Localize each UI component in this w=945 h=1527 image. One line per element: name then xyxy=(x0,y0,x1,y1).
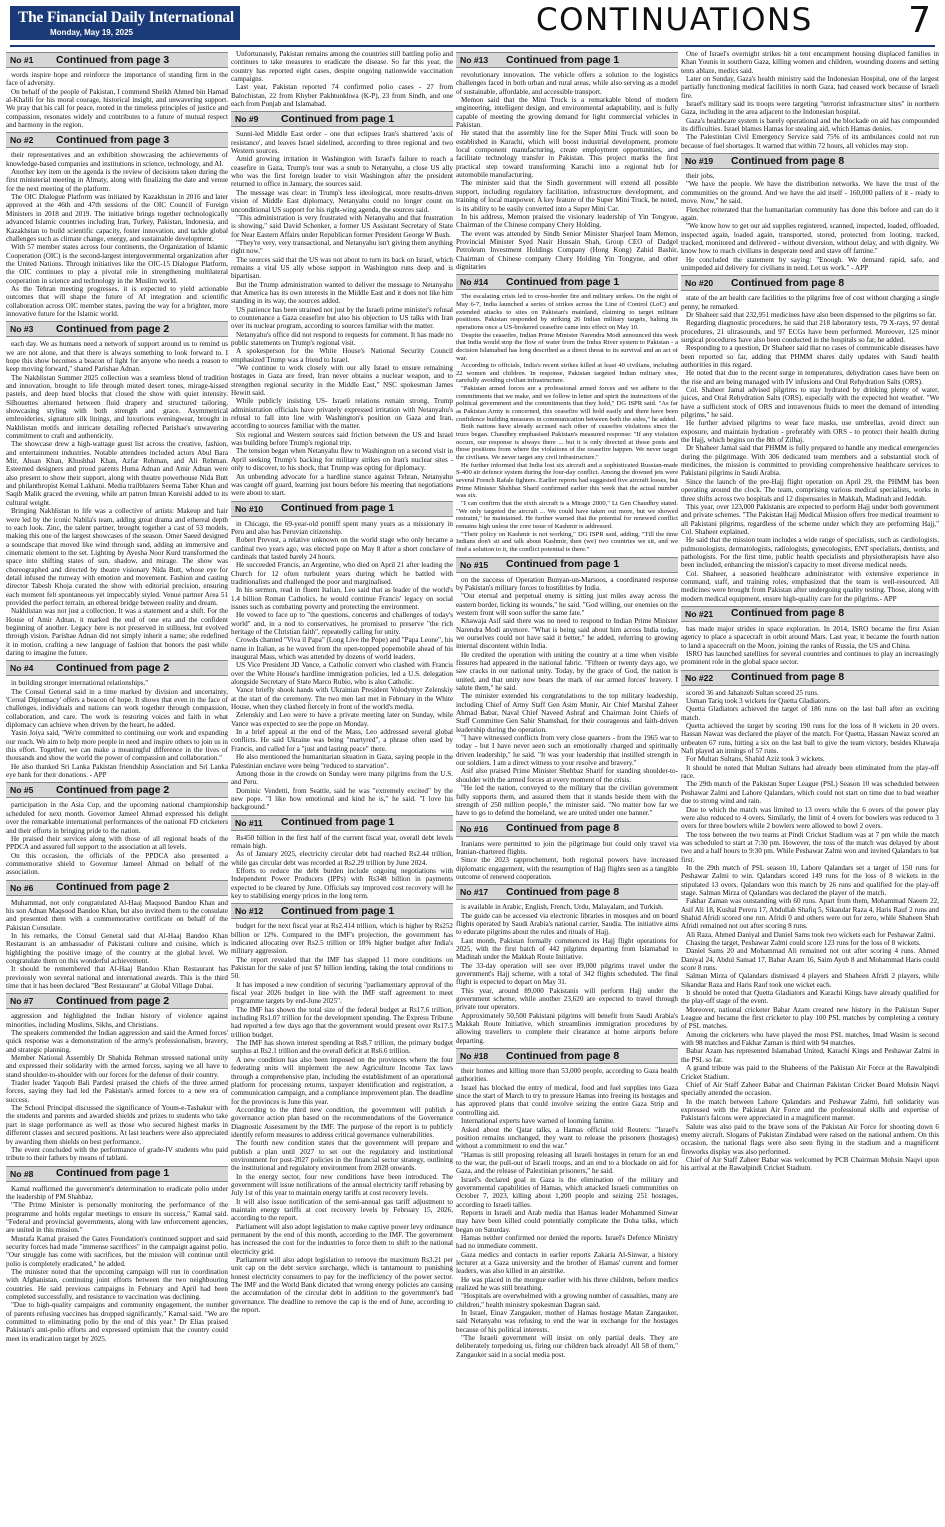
continuation-label: Continued from page 1 xyxy=(506,559,620,571)
article-paragraph: He credited the operation with uniting the country at a time when visible fissures had appeared in the national fabric. "Fifteen or twenty days ago, we saw cracks in our national unity. Today, by the grace of God, the nation is united, and that unity now bears the mark of our armed forces' bravery. I salute them," he said. xyxy=(456,650,678,693)
continuation-number: No #19 xyxy=(685,156,714,167)
article-paragraph: Gaza medics and contacts in earlier reports Zakaria Al-Sinwar, a history lecturer at a Gaza university and the brother of Hamas' current and former leaders, was also killed in an airstrike. xyxy=(456,1250,678,1276)
article-paragraph: "Hospitals are overwhelmed with a growing number of casualties, many are children," health ministry spokesman Dagran said. xyxy=(456,1292,678,1309)
continuation-number: No #15 xyxy=(460,559,489,570)
article-paragraph: In his sermon, read in fluent Italian, Leo said that as leader of the world's 1.4 billion Roman Catholics, he would continue Francis' legacy on social issues such as combating poverty and protecting the environment. xyxy=(231,586,453,611)
article xyxy=(231,501,453,812)
article-paragraph: Col. Shaheer Jamal advised pilgrims to stay hydrated by drinking plenty of water, juices, and Oral Rehydration Salts (ORS), especially with the expected hot weather. "We have a sufficient stock of ORS and intravenous fluids to meet the demand of intending pilgrims," he said. xyxy=(681,386,939,420)
article-paragraph: The escalating crisis led to cross-border fire and military strikes. On the night of May 6-7, India launched a series of strikes across the Line of Control (LoC) and extended attacks to sites on Pakistan's mainland, claiming to target militant positions. Pakistan responded by striking 26 Indian military targets, halting its operations once a US-brokered ceasefire came into effect on May 10. xyxy=(456,293,678,331)
article-paragraph: US patience has been strained not just by the Israeli prime minister's refusal to countenance a Gaza ceasefire but also his objection to US talks with Iran over its nuclear program, according to sources familiar with the matter. xyxy=(231,305,453,331)
article-paragraph: The showcase drew a high-wattage guest list across the creative, fashion, and entertainment industries. Notable attendees included actors Abul Bara Mir, Ahsan Khan, Khushhal Khan, Azfar Rehman, and Ali Rehman. Esteemed designers and proud parents Huma Adnan and Amir Adnan were also present to show their support, along with theatre powerhouse Nida Butt and philanthropist Kemal Lakhani. Media trailblazers Seema Taher Khan and Saqib Malik graced the evening, while art patron Imran Kureishi added to its cultural weight. xyxy=(6,440,228,507)
article xyxy=(231,111,453,497)
article xyxy=(6,1166,228,1344)
article-paragraph: For Multan Sultans, Shahid Aziz took 3 wickets. xyxy=(686,755,825,764)
article-paragraph: In Israel, Einav Zangauker, mother of Hamas hostage Matan Zangauker, said Netanyahu was refusing to end the war in exchange for the hostages because of his political interests. xyxy=(456,1309,678,1334)
continuation-header xyxy=(6,782,228,798)
article-paragraph: Gaza's healthcare system is barely operational and the blockade on aid has compounded its difficulties. Israel blames Hamas for stealing aid, which Hamas denies. xyxy=(681,116,939,134)
article-paragraph: In his address, Memon praised the visionary leadership of Yin Tongyue, Chairman of the Chinese company Chery Holding. xyxy=(456,212,678,230)
article-paragraph: The IMF has shown the total size of the federal budget at Rs17.6 trillion, including Rs1.07 trillion for the development spending. The Express Tribune had reported a few days ago that the government would present over Rs17.5 trillion budget. xyxy=(231,1005,453,1039)
article-paragraph: "We know how to get our aid supplies registered, scanned, inspected, loaded, offloaded, inspected again, loaded again, transported, stored, protected from looting, tracked, tracked, monitored and delivered - without diversion, without delay, and with dignity. We know how to reach civilians in desperate need and stave off famine." xyxy=(681,222,939,256)
article-paragraph: Fakhar Zaman was outstanding with 60 runs. Apart from them, Mohammad Naeem 22, Asif Ali 18, Kushal Perera 17, Abdullah Shafiq 5, Sikandar Raza 4, Haris Rauf 2 runs and Shahid Afridi scored one run. Afridi 0 and others were out for zero, while Shaheen Shah Afridi remained not out after scoring 8 runs. xyxy=(681,897,939,931)
article-paragraph: "Due to high-quality campaigns and community engagement, the number of parents refusing vaccines has dropped significantly," Kamal said. "We are committed to eliminating polio by the end of this year." Dr Elias praised Pakistan's anti-polio efforts and expressed optimism that the country could meet its eradication target by 2025. xyxy=(6,1301,228,1343)
article-paragraph: Sunni-led Middle East order - one that eclipses Iran's shattered 'axis of resistance', and leaves Israel sidelined, according to three regional and two Western sources. xyxy=(231,130,453,156)
continuation-header xyxy=(231,903,453,919)
continuation-label: Continued from page 1 xyxy=(506,276,620,288)
newspaper-nameplate xyxy=(10,6,240,40)
article-paragraph: It has imposed a new condition of securing "parliamentary approval of the fiscal year 2026 budget in line with the IMF staff agreement to meet programme targets by end-June 2025". xyxy=(231,980,453,1006)
masthead xyxy=(0,0,945,46)
continuation-header xyxy=(6,52,228,68)
article-paragraph: Quetta Gladiators achieved the target of 186 runs on the last ball after an exciting match. xyxy=(681,705,939,722)
article xyxy=(231,50,453,108)
article-paragraph: The sources said that the US was not about to turn its back on Israel, which remains a vital US ally whose support in Washington runs deep and is bipartisan. xyxy=(231,255,453,281)
article-paragraph: He said that the mission team includes a wide range of specialists, such as cardiologists, pulmonologists, dermatologists, radiologists, gynecologists, ENT specialists, dentists, and pathologists. For the first time, public health specialists and physiotherapists have also been included, enhancing the mission's capacity to meet diverse medical needs. xyxy=(681,536,939,570)
article-paragraph: Vance briefly shook hands with Ukrainian President Volodymyr Zelenskiy at the start of the ceremony. The two men last met in February in the White House, when they clashed fiercely in front of the world's media. xyxy=(231,686,453,712)
issue-date: Monday, May 19, 2025 xyxy=(50,28,133,37)
continuation-label: Continued from page 2 xyxy=(56,662,170,674)
article-paragraph: in Chicago, the 69-year-old pontiff spent many years as a missionary in Peru and also has Peruvian citizenship. xyxy=(231,519,453,536)
article-paragraph: The event concluded with the performance of grade-IV students who paid tribute to their fathers by means of tablani. xyxy=(6,1145,228,1163)
column-3 xyxy=(456,50,678,1520)
article-paragraph: An unbending advocate for a hardline stance against Tehran, Netanyahu was caught off guard, learning just hours before his meeting that negotiations were about to start. xyxy=(231,472,453,498)
continuation-label: Continued from page 8 xyxy=(506,823,620,835)
article-paragraph: "Our eternal and perpetual enemy is sitting just miles away across the eastern border, licking its wounds," he said. "God willing, our enemies on the western front will soon suffer the same fate." xyxy=(456,592,678,617)
article-paragraph: He also mentioned the humanitarian situation in Gaza, saying people in the Palestinian enclave were being "reduced to starvation". xyxy=(231,753,453,770)
article-paragraph: On behalf of the people of Pakistan, I commend Sheikh Ahmed bin Hamad al-Khalili for his moral courage, historical insight, and unwavering support. We pray that his call for peace, rooted in the timeless principles of justice and compassion, resonates widely and contributes to a future of mutual respect and harmony in the region. xyxy=(6,87,228,130)
continuation-header xyxy=(231,815,453,831)
continuation-header xyxy=(6,321,228,337)
article-paragraph: A grand tribute was paid to the Shaheens of the Pakistan Air Force at the Rawalpindi Cricket Stadium. xyxy=(681,1064,939,1081)
article-paragraph: Dr Shaheer said that 232,951 medicines have also been dispensed to the pilgrims so far. xyxy=(686,310,937,319)
article-paragraph: The message was clear: in Trump's less ideological, more results-driven vision of Middle East diplomacy, Netanyahu could no longer count on unconditional US support for his right-wing agenda, the sources said. xyxy=(231,188,453,214)
column-2 xyxy=(231,50,453,1520)
continuation-header xyxy=(231,501,453,517)
continuation-header xyxy=(6,132,228,148)
article-paragraph: Quetta achieved the target by scoring 190 runs for the loss of 8 wickets in 20 overs. Hassan Nawaz was declared the player of the match. For Quetta, Hassan Nawaz scored an unbeaten 67 runs, hitting a six on the last ball to give the team victory, besides Khawaja Nafi played an innings of 57 runs. xyxy=(681,722,939,756)
continuation-header xyxy=(456,821,678,837)
article-paragraph: It should be noted that Multan Sultans had already been eliminated from the play-off race. xyxy=(681,763,939,781)
continuation-number: No #16 xyxy=(460,823,489,834)
continuation-label: Continued from page 2 xyxy=(56,995,170,1007)
article-paragraph: Later on Sunday, Gaza's health ministry said the Indonesian Hospital, one of the largest partially functioning medical facilities in north Gaza, had ceased work because of Israeli fire. xyxy=(681,75,939,100)
continuation-number: No #6 xyxy=(10,882,34,893)
continuation-label: Continued from page 3 xyxy=(56,134,170,146)
article-paragraph: Fletcher reiterated that the humanitarian community has done this before and can do it again. xyxy=(681,205,939,222)
article xyxy=(456,274,678,553)
article-paragraph: Despite the ceasefire, Indian Prime Minister Narendra Modi announced this week that India would stop the flow of water from the Indus River system to Pakistan - a decision Islamabad has long described as a direct threat to its survival and an act of war. xyxy=(456,331,678,362)
article-paragraph: Chief of Air Staff Zaheer Babar and Chairman Pakistan Cricket Board Mohsin Naqvi specially attended the occasion. xyxy=(681,1080,939,1098)
article-paragraph: their representatives and an exhibition showcasing the achievements of knowledge-based companies and institutions in science, technology, and AI. xyxy=(6,151,228,168)
article-paragraph: Zelenskiy and Leo were to have a private meeting later on Sunday, while Vance was expected to see the pope on Monday. xyxy=(231,711,453,728)
continuation-label: Continued from page 1 xyxy=(281,503,395,515)
continuation-label: Continued from page 8 xyxy=(731,277,845,289)
article-paragraph: He noted that due to the recent surge in temperatures, dehydration cases have been on the rise and are being managed with IV infusions and Oral Rehydration Salts (ORS). xyxy=(681,369,939,386)
article-paragraph: Efforts to reduce the debt burden include ongoing negotiations with Independent Power Producers (IPPs) with Rs348 billion in payments expected to be cleared by June. Officials say improved cost recovery will be key to stabilising energy prices in the long term. xyxy=(231,866,453,900)
continuation-header xyxy=(6,993,228,1009)
article xyxy=(456,884,678,1045)
continuation-header xyxy=(456,557,678,573)
continuation-header xyxy=(456,1048,678,1064)
article-paragraph: revolutionary innovation. The vehicle offers a solution to the logistics challenges faced in both urban and rural areas, while also serving as a model of sustainable, affordable, and accessible transport. xyxy=(456,71,678,96)
article-paragraph: International experts have warned of looming famine. xyxy=(461,1117,615,1126)
continuation-label: Continued from page 8 xyxy=(506,886,620,898)
article-paragraph: Since the launch of the pre-Hajj flight operation on April 29, the PHMM has been operating around the clock. The team, comprising various medical specialists, works in three shifts across two hospitals and 12 dispensaries in Makkah, Madinah and Jeddah. xyxy=(681,477,939,503)
article xyxy=(6,132,228,318)
article-paragraph: The minister noted that the upcoming campaign will run in coordination with Afghanistan, continuing joint efforts between the two neighbouring countries. He said previous campaigns in February and April had been completed successfully, and resistance to vaccination was declining. xyxy=(6,1267,228,1301)
article-paragraph: Dominic Vendetti, from Seattle, said he was "extremely excited" by the new pope. "I like how emotional and kind he is," he said. "I love his background." xyxy=(231,786,453,812)
continuation-number: No #12 xyxy=(235,906,264,917)
continuation-header xyxy=(456,52,678,68)
continuation-label: Continued from page 1 xyxy=(506,54,620,66)
article-paragraph: state of the art health care facilities to the pilgrims free of cost without charging a single penny, he remarked. xyxy=(681,294,939,311)
article-paragraph: This year, over 123,000 Pakistanis are expected to perform Hajj under both government and private schemes. "The Pakistan Hajj Medical Mission offers free medical treatment to all Pakistani pilgrims, regardless of the scheme under which they are performing Hajj," Col. Shaheer explained. xyxy=(681,502,939,536)
article-paragraph: "This administration is very frustrated with Netanyahu and that frustration is showing," said David Schenker, a former US Assistant Secretary of State for Near Eastern Affairs under Republican former President George W Bush. xyxy=(231,213,453,239)
article-paragraph: One of Israel's overnight strikes hit a tent encampment housing displaced families in Khan Younis in southern Gaza, killing women and children, wounding dozens and setting tents ablaze, medics said. xyxy=(681,50,939,75)
article-paragraph: Among those in the crowds on Sunday were many pilgrims from the U.S. and Peru. xyxy=(231,769,453,787)
article-paragraph: is available in Arabic, English, French, Urdu, Malayalam, and Turkish. xyxy=(461,903,664,912)
continuation-number: No #4 xyxy=(10,663,34,674)
article xyxy=(456,821,678,882)
continuation-number: No #21 xyxy=(685,608,714,619)
article-paragraph: ISRO has launched satellites for several countries and continues to play an increasingly prominent role in the global space sector. xyxy=(681,650,939,667)
article-paragraph: The IMF has shown interest spending at Rs8.7 trillion, the primary budget surplus at Rs2.1 trillion and the overall deficit at Rs6.6 trillion. xyxy=(231,1039,453,1056)
continuation-number: No #7 xyxy=(10,996,34,1007)
continuation-number: No #2 xyxy=(10,135,34,146)
article-paragraph: Israel has blocked the entry of medical, food and fuel supplies into Gaza since the start of March to try to pressure Hamas into freeing its hostages and has approved plans that could involve seizing the entire Gaza Strip and controlling aid. xyxy=(456,1083,678,1117)
article-paragraph: scored 36 and Jahanzeb Sultan scored 25 runs. xyxy=(686,688,819,697)
article-paragraph: budget for the next fiscal year at Rs2.414 trillion, which is higher by Rs252 billion or 12%. Compared to the IMF's projection, the government has indicated allocating over Rs2.5 trillion or 18% higher budget after India's military aggression. xyxy=(231,922,453,956)
continuation-label: Continued from page 1 xyxy=(281,905,395,917)
continuation-number: No #3 xyxy=(10,324,34,335)
article-paragraph: Another key item on the agenda is the review of decisions taken during the first ministerial meeting in Almaty, along with finalizing the date and venue for the next meeting of the platform. xyxy=(6,168,228,193)
article-paragraph: Salute was also paid to the brave sons of the Pakistan Air Force for shooting down 6 enemy aircraft. Slogans of Pakistan Zindabad were raised on the national anthem. On this occasion, the national flags were also seen flying in the stadium and a magnificent fireworks display was also performed. xyxy=(681,1122,939,1156)
article-paragraph: Last month, Pakistan formally commenced its Hajj flight operations for 2025, with the first batch of 442 pilgrims departing from Islamabad to Madinah under the Makkah Route Initiative. xyxy=(456,936,678,962)
article-paragraph: Muhammad, not only congratulated Al-Haaj Maqsood Bandoo Khan and his son Adnan Maqsood Bandoo Khan, but also invited them to the consulate and presented them with a commemorative certificate on behalf of the Pakistan Consulate. xyxy=(6,898,228,932)
article-paragraph: Bringing Nakhlistan to life was a collective of artists: Makeup and hair were led by the iconic Nabila's team, adding great drama and ethereal depth to each look. Zinc, the talent partner, brought together a cast of 53 models, making this one of the largest showcases of the season. Omer Saeed designed a soundscape that moved like wind through sand, adding an immersive and cinematic element to the set. Lighting by Ayesha Noor Kurd transformed the space into shifting states of sun, shadow, and mirage. The show was choreographed and directed by theatre visionary Nida Butt, whose eye for detail infused the runway with emotion and movement. Fashion and casting director Tabesh Khoja curated the show with editorial precision, ensuring each moment felt spontaneous yet impeccably styled. Venue partner Area 51 provided the perfect terrain, an ethereal bridge between reality and dream. xyxy=(6,507,228,607)
article-paragraph: While publicly insisting US- Israeli relations remain strong, Trump administration officials have privately expressed irritation with Netanyahu's refusal to fall into line with Washington's position on Gaza and Iran, according to sources familiar with the matter. xyxy=(231,397,453,431)
article xyxy=(456,557,678,818)
article-paragraph: Israel's military said its troops were targeting "terrorist infrastructure sites" in northern Gaza, including in the area adjacent to the Indonesian hospital. xyxy=(681,100,939,117)
continuation-label: Continued from page 8 xyxy=(506,1050,620,1062)
article-paragraph: This year, around 89,000 Pakistanis will perform Hajj under the government scheme, while another 23,620 are expected to travel through private tour operators. xyxy=(456,986,678,1012)
article-paragraph: Mustafa Kamal praised the Gates Foundation's continued support and said security forces had made "immense sacrifices" in the campaign against polio. "Our struggle has come with sacrifices, but the mission will continue until polio is completely eradicated," he added. xyxy=(6,1234,228,1268)
article-paragraph: Regarding diagnostic procedures, he said that 218 laboratory tests, 79 X-rays, 97 dental procedures, 21 ultrasounds, and 97 ECGs have been performed. Moreover, 125 minor surgical procedures have also been conducted in the hospitals so far, he added. xyxy=(681,319,939,344)
article-paragraph: Amid growing irritation in Washington with Israel's failure to reach a ceasefire in Gaza, Trump's tour was a snub to Netanyahu, a close US ally who was the first foreign leader to visit Washington after the president returned to office in January, the sources said. xyxy=(231,155,453,189)
article-paragraph: Asked about the Qatar talks, a Hamas official told Reuters: "Israel's position remains unchanged, they want to release the prisoners (hostages) without a commitment to end the war." xyxy=(456,1125,678,1151)
article-paragraph: Member National Assembly Dr Shahida Rehman stressed national unity and expressed their solidarity with the armed forces, saying we all have to stand shoulder-to-shoulder with our forces for the defense of their country. xyxy=(6,1054,228,1079)
article-paragraph: Iranians were permitted to join the pilgrimage but could only travel via Iranian-chartered flights. xyxy=(456,839,678,856)
article-paragraph: Parliament will also adopt legislation to make captive power levy ordinance permanent by the end of this month, according to the IMF. The government has increased the cost for the industries to force them to shift to the national electricity grid. xyxy=(231,1222,453,1256)
continuation-label: Continued from page 2 xyxy=(56,784,170,796)
article-paragraph: The toss between the two teams at Pindi Cricket Stadium was at 7 pm while the match was scheduled to start at 7:30 pm. However, the toss of the match was delayed by about two and a half hours to 9:30 pm. While Peshawar Zalmi won and invited Qalandars to bat first. xyxy=(681,830,939,864)
article-paragraph: "The Prime Minister is personally monitoring the performance of the programme and holds regular meetings to ensure its success," Kamal said. "Federal and provincial governments, along with law enforcement agencies, are united in this mission." xyxy=(6,1201,228,1235)
article xyxy=(6,660,228,779)
article-paragraph: According to officials, India's recent strikes killed at least 40 civilians, including 22 women and children. In response, Pakistan targeted Indian military sites, carefully avoiding civilian infrastructure. xyxy=(456,362,678,385)
article-paragraph: He stated that the assembly line for the Super Mini Truck will soon be established in Karachi, which will boost industrial development, promote local component manufacturing, create employment opportunities, and facilitate technology transfer in Pakistan. This project marks the first practical step toward transforming Karachi into a regional hub for automobile manufacturing. xyxy=(456,129,678,180)
continuation-header xyxy=(681,153,939,169)
article-paragraph: Nakhlistan was not just a collection. It was a statement and a shift. For the House of Amir Adnan, it marked the end of one era and the confident beginning of another. Legacy here is not preserved in stillness, but evolved through vision. Parishae Adnan did not simply inherit a name; she redefined it in motion, crafting a new language of fashion that honors the past while daring to imagine the future. xyxy=(6,607,228,657)
article-paragraph: Khawaja Asif said there was no need to respond to Indian Prime Minister Narendra Modi anymore. "What is being said about him across India today, we ourselves could not have said it better," he added, referring to growing internal discontent within India. xyxy=(456,617,678,651)
article xyxy=(681,50,939,150)
article-paragraph: As the Tehran meeting progresses, it is expected to yield actionable outcomes that will shape the future of AI integration and scientific collaboration across OIC member states, paving the way for a brighter, more innovative future for the Islamic world. xyxy=(6,284,228,318)
continuation-label: Continued from page 1 xyxy=(281,113,395,125)
article-paragraph: A new condition has also been imposed on the provinces where the four federating units will implement the new Agriculture Income Tax laws through a comprehensive plan, including the establishment of an operational platform for processing returns, taxpayer identification and registration, a communication campaign, and a compliance improvement plan. The deadline for the provinces is June this year. xyxy=(231,1055,453,1106)
continuation-number: No #8 xyxy=(10,1168,34,1179)
article-paragraph: The report revealed that the IMF has slapped 11 more conditions on Pakistan for the sake of just $7 billion lending, taking the total conditions to 50. xyxy=(231,955,453,981)
continuation-number: No #10 xyxy=(235,503,264,514)
article-paragraph: Chasing the target, Peshawar Zalmi could score 123 runs for the loss of 8 wickets. xyxy=(686,939,921,947)
article-paragraph: "He led the nation, conveyed to the military that the civilian government fully supports them, and assured them that it stands beside them with the strength of 250 million people," the minister said. "No matter how far we have to go to defend the homeland, we are united under one banner." xyxy=(456,784,678,818)
article-paragraph: Crowds chanted "Viva il Papa" (Long Live the Pope) and "Papa Leone", his name in Italian, as he waved from the open-topped popemobile ahead of his inaugural Mass, which was attended by dozens of world leaders. xyxy=(231,636,453,662)
article-paragraph: The Palestinian Civil Emergency Service said 75% of its ambulances could not run because of fuel shortages. It warned that within 72 hours, all vehicles may stop. xyxy=(681,133,939,150)
column-1 xyxy=(6,50,228,1520)
article-paragraph: It should be noted that Quetta Gladiators and Karachi Kings have already qualified for the play-off stage of the event. xyxy=(681,989,939,1006)
continuation-number: No #22 xyxy=(685,672,714,683)
continuation-label: Continued from page 8 xyxy=(731,608,845,620)
continuation-header xyxy=(6,1166,228,1182)
continuation-label: Continued from page 8 xyxy=(731,672,845,684)
continuation-header xyxy=(681,670,939,686)
article xyxy=(681,606,939,667)
article-paragraph: He further advised pilgrims to wear face masks, use umbrellas, avoid direct sun exposure, and maintain hydration - preferably with ORS - to protect their health during the Hajj, which begins on the 8th of Zilhaj. xyxy=(681,419,939,445)
article-paragraph: each day. We as humans need a network of support around us to remind us we are not alone, and that there is always something to look forward to. I hope this show becomes a beacon of light for anyone who needs a reason to keep moving forward," shared Parishae Adnan. xyxy=(6,340,228,374)
section-title: CONTINUATIONS xyxy=(536,2,813,38)
continuation-label: Continued from page 2 xyxy=(56,323,170,335)
article-paragraph: He was placed in the morgue earlier with his three children, before medics realized he was still breathing. xyxy=(456,1275,678,1293)
article-paragraph: Rs450 billion in the first half of the current fiscal year, overall debt levels remain high. xyxy=(231,833,453,850)
article xyxy=(6,52,228,129)
article-paragraph: "Their policy on Kashmir is not working," DG ISPR said, adding, "Till the time Indians don't sit and talk about Kashmir, then (we) two countries we sit, and we find a solution to it, the conflict potential is there." xyxy=(456,530,678,553)
article-paragraph: Among the cricketers who have played the most PSL matches, Imad Wasim is second with 98 matches and Fakhar Zaman is third with 94 matches. xyxy=(681,1030,939,1048)
continuation-number: No #18 xyxy=(460,1051,489,1062)
article-paragraph: Six regional and Western sources said friction between the US and Israel was building before Trump's regional trip. xyxy=(231,430,453,448)
article-paragraph: The minister extended his congratulations to the top military leadership, including Chief of Army Staff Gen Asim Munir, Air Chief Marshal Zaheer Ahmad Babar, Naval Chief Naveed Ashraf and Chairman Joint Chiefs of Staff Committee Gen Sahir Shamshad, for their courageous and faith-driven leadership during the operation. xyxy=(456,692,678,734)
article-paragraph: in building stronger international relationships." xyxy=(11,679,149,688)
article-paragraph: A spokesperson for the White House's National Security Council emphasized Trump was a friend to Israel. xyxy=(231,347,453,364)
article-paragraph: He vowed to face up to "the questions, concerns and challenges of today's world" and, in a nod to conservatives, he promised to preserve "the rich heritage of the Christian faith", repeatedly calling for unity. xyxy=(231,611,453,636)
article-paragraph: Yasin Joiya said, "We're committed to continuing our work and expanding our reach. We aim to help more people in need and inspire others to join us in this effort. Together, we can make a meaningful difference in the lives of thousands and show the world the power of compassion and collaboration." xyxy=(6,729,228,763)
article-paragraph: Israel's declared goal in Gaza is the elimination of the military and governmental capabilities of Hamas, which attacked Israeli communities on October 7, 2023, killing about 1,200 people and seizing 251 hostages, according to Israeli tallies. xyxy=(456,1175,678,1209)
article xyxy=(6,321,228,657)
newspaper-name: The Financial Daily International xyxy=(18,9,235,26)
article-paragraph: Trader leader Yaqoob Bali Pardesi praised the chiefs of the three armed forces, saying they had led the Pakistan's armed forces to a new era of success. xyxy=(6,1079,228,1104)
article-paragraph: In the energy sector, four new conditions have been introduced. The government will issue notifications of the annual electricity tariff rebasing by July 1st of this year to maintain energy tariffs at cost recovery levels. xyxy=(231,1172,453,1198)
column-4 xyxy=(681,50,939,1520)
article-paragraph: He also thanked Sri Lanka Pakistan friendship Association and Sri Lanka eye bank for their donations. - APP xyxy=(6,762,228,780)
continuation-number: No #13 xyxy=(460,55,489,65)
article-paragraph: participation in the Asia Cup, and the upcoming national championship scheduled for next month. Governor Jameel Ahmad expressed his delight over the remarkable international performances of the national FD cricketers and their efforts in bringing pride to the nation. xyxy=(6,801,228,835)
continuation-header xyxy=(681,275,939,291)
article-paragraph: Moreover, national cricketer Babar Azam created new history in the Pakistan Super League and became the first cricketer to play 100 PSL matches by completing a century of PSL matches. xyxy=(681,1005,939,1031)
article-paragraph: The Nakhlistan Summer 2025 collection was a seamless blend of tradition and innovation, brought to life through muted desert tones, mirage-kissed pastels, and deep hued blocks that closed the show with quiet intensity. Silhouettes alternated between fluid drapery and structured tailoring, showcasing styling with both strength and grace. Asymmetrical embroideries, signature silk linings, and luxurious eveningwear, brought in Nakhlistan motifs and intricate detailing reflected Parishae's unwavering commitment to craft and authenticity. xyxy=(6,373,228,441)
continuation-label: Continued from page 1 xyxy=(56,1168,170,1180)
article xyxy=(6,782,228,876)
article-paragraph: The fourth new condition states that the government will prepare and publish a plan until 2027 to set out the regulatory and institutional environment for post-2027 policies in the financial sector strategy, outlining the institutional and regulatory environment from 2028 onwards. xyxy=(231,1139,453,1173)
continuation-label: Continued from page 8 xyxy=(731,155,845,167)
article-paragraph: Daniel Sams 20 and Mohammad Ali remained not out after scoring 4 runs. Ahmed Daniyal 24, Abdul Samad 17, Babar Azam 16, Saim Ayub 8 and Mohammad Haris could score 8 runs. xyxy=(681,947,939,973)
article-paragraph: Dr Shaheer Jamal said that PHMM is fully prepared to handle any medical emergencies during the pilgrimage. With 306 dedicated team members and a substantial stock of medicines, the mission is committed to providing comprehensive healthcare services to Pakistani pilgrims in Saudi Arabia. xyxy=(681,444,939,478)
continuation-number: No #20 xyxy=(685,278,714,289)
article-paragraph: their homes and killing more than 53,000 people, according to Gaza health authorities. xyxy=(456,1067,678,1084)
continuation-header xyxy=(681,606,939,622)
article-paragraph: "The Israeli government will insist on only partial deals. They are deliberately torpedoing us, firing our children back already! All 58 of them," Zangauker said in a social media post. xyxy=(456,1334,678,1359)
article-paragraph: The speakers commended the Indian aggression and said the Armed forces' quick response was a demonstration of the army's professionalism, bravery, and strategic planning. xyxy=(6,1029,228,1054)
article-paragraph: With 57 member states across four continents, the Organization of Islamic Cooperation (OIC) is the second-largest intergovernmental organization after the United Nations. Through initiatives like the OIC-15 Dialogue Platform, the OIC continues to play a pivotal role in strengthening multilateral cooperation in science and technology in the Muslim world. xyxy=(6,243,228,285)
article xyxy=(681,670,939,1173)
article-paragraph: On this occasion, the officials of the PPDCA also presented a commemorative shield to Governor Jameel Ahmad on behalf of the association. xyxy=(6,851,228,877)
continuation-number: No #14 xyxy=(460,277,489,288)
article-paragraph: "We have the people. We have the distribution networks. We have the trust of the communities on the ground. And we have the aid itself - 160,000 pallets of it - ready to move. Now," he said. xyxy=(681,180,939,206)
article-paragraph: "They're very, very transactional, and Netanyahu isn't giving them anything right now." xyxy=(231,238,453,256)
article-paragraph: Memon said that the Mini Truck is a remarkable blend of modern engineering, intelligent design, and environmental adaptability, and is fully capable of meeting the growing demand for light commercial vehicles in Pakistan. xyxy=(456,96,678,130)
article-paragraph: Netanyahu's office did not respond to requests for comment. It has made no public statements on Trump's regional visit. xyxy=(231,330,453,347)
article-paragraph: In his remarks, the Consul General said that Al-Haaj Bandoo Khan Restaurant is an ambassador of Pakistani culture and cuisine, which is highlighting the positive image of the country at the global level. We congratulate them on this wonderful achievement. xyxy=(6,931,228,965)
article-paragraph: words inspire hope and reinforce the importance of standing firm in the face of adversity. xyxy=(6,71,228,88)
article-paragraph: Since the 2023 rapprochement, both regional powers have increased diplomatic engagement, with the resumption of Hajj flights seen as a tangible outcome of renewed cooperation. xyxy=(456,856,678,881)
article-paragraph: The event was attended by Sindh Senior Minister Sharjeel Inam Memon, Provincial Minister Syed Nasir Hussain Shah, Group CEO of Dadgel Petroleum Investment Holdings Company (Hong Kong) Zahid Bashir, Chairman of Chinese company Chery Holding Yin Tongyue, and other dignitaries xyxy=(456,229,678,271)
article-paragraph: Salman Mirza of Qalandars dismissed 4 players and Shaheen Afridi 2 players, while Sikandar Raza and Haris Rauf took one wicket each. xyxy=(681,972,939,989)
article-paragraph: In the match between Lahore Qalandars and Peshawar Zalmi, full solidarity was expressed with the Pakistan Air Force and the professional skills and expertise of Pakistan's falcons were appreciated in a magnificent manner. xyxy=(681,1097,939,1123)
article-paragraph: The 29th match of the Pakistan Super League (PSL) Season 10 was scheduled between Peshawar Zalmi and Lahore Qalandars, which could not start on time due to bad weather due to strong wind and rain. xyxy=(681,780,939,806)
article-paragraph: Due to which the match was limited to 13 overs while the 6 overs of the power play were also reduced to 4 overs. Similarly, the limit of 4 overs for bowlers was reduced to 3 overs for three bowlers while 2 bowlers were allowed to bowl 2 overs. xyxy=(681,805,939,831)
article-paragraph: The tension began when Netanyahu flew to Washington on a second visit in April seeking Trump's backing for military strikes on Iran's nuclear sites - only to discover, to his shock, that Trump was opting for diplomacy. xyxy=(231,447,453,473)
article xyxy=(6,880,228,991)
article-paragraph: In the 29th match of PSL season 10, Lahore Qalandars set a target of 150 runs for Peshawar Zalmi to win. Qalandars scored 149 runs for the loss of 8 wickets in the stipulated 13 overs. Qalandars won this match by 26 runs and qualified for the play-off stage. Salman Mirza of Qalandars was declared the player of the match. xyxy=(681,863,939,897)
article-paragraph: US Vice President JD Vance, a Catholic convert who clashed with Francis over the White House's hardline immigration policies, led a U.S. delegation alongside Secretary of State Marco Rubio, who is also Catholic. xyxy=(231,661,453,687)
article xyxy=(681,275,939,603)
article-paragraph: The Consul General said in a time marked by division and uncertainty, 'Cereal Diplomacy' offers a beacon of hope. It shows that even in the face of challenges, individuals and nations can work together through compassion, collaboration, and care. The work is restoring voices and faith in what diplomacy can achieve when driven by the heart, he added. xyxy=(6,687,228,730)
article-paragraph: Robert Prevost, a relative unknown on the world stage who only became a cardinal two years ago, was elected pope on May 8 after a short conclave of cardinals that lasted barely 24 hours. xyxy=(231,536,453,561)
article-paragraph: "Pakistan armed forces are a professional armed forces and we adhere to the commitments that we make, and we follow in letter and spirit the instructions of the political government and the commitments that they hold," DG ISPR said. "As far as Pakistan Army is concerned, this ceasefire will hold easily and there have been confidence building measures in communication between both the sides," he added. xyxy=(456,385,678,423)
masthead-rule xyxy=(10,45,935,47)
continuation-number: No #1 xyxy=(10,55,34,65)
article-paragraph: The OIC Dialogue Platform was initiated by Kazakhstan in 2016 and later approved at the 46th and 47th sessions of the OIC Council of Foreign Ministers in 2018 and 2019. The initiative brings together technologically advanced Islamic countries including Iran, Turkey, Pakistan, Indonesia, and Kazakhstan to build scientific capacity, foster innovation, and tackle global challenges such as climate change, energy, and sustainable development. xyxy=(6,193,228,243)
article-paragraph: Parliament will also adopt legislation to remove the maximum Rs3.21 per unit cap on the debt service surcharge, which is tantamount to punishing honest electricity consumers to pay for the inefficiency of the power sector. The IMF and the World Bank dictated that wrong energy policies are causing the accumulation of the circular debt in addition to the government's bad governance. The deadline to remove the cap is the end of June, according to the report. xyxy=(231,1256,453,1315)
continuation-header xyxy=(6,660,228,676)
article-paragraph: The School Principal discussed the significance of Youm-e-Tashakur with the students and parents and awarded shields and prizes to students who take part in stage performance as well as those who secured highest marks in different classes and secured positions. At last teachers were also appreciated by awarding them shields on best performance. xyxy=(6,1104,228,1146)
continuation-header xyxy=(456,274,678,290)
article-paragraph: In a brief appeal at the end of the Mass, Leo addressed several global conflicts. He said Ukraine was being "martyred", a phrase often used by Francis, and called for a "just and lasting peace" there. xyxy=(231,728,453,753)
article-paragraph: "I can confirm that the sixth aircraft is a Mirage 2000," Lt Gen Chaudhry stated. "We only targeted the aircraft ... We could have taken out more, but we showed restraint," he maintained. He further warned that the potential for renewed conflict remains high unless the core issue of Kashmir is addressed. xyxy=(456,499,678,530)
continuation-number: No #17 xyxy=(460,887,489,898)
article xyxy=(231,903,453,1314)
article xyxy=(456,52,678,271)
continuation-header xyxy=(456,884,678,900)
article-paragraph: The guide can be accessed via electronic libraries in mosques and on board flights operated by Saudi Arabia's national carrier, Saudia. The initiative aims to educate pilgrims about the rules and rituals of Hajj. xyxy=(456,911,678,937)
article-paragraph: According to the third new condition, the government will publish a governance action plan based on the recommendations of the Governance Diagnostic Assessment by the IMF. The purpose of the report is to publicly identify reform measures to address critical governance vulnerabilities. xyxy=(231,1105,453,1139)
article-paragraph: As of January 2025, electricity circular debt had reached Rs2.44 trillion, while gas circular debt was recorded at Rs2.29 trillion by June 2024. xyxy=(231,850,453,867)
article-paragraph: "We continue to work closely with our ally Israel to ensure remaining hostages in Gaza are freed, Iran never obtains a nuclear weapon, and to strengthen regional security in the Middle East," NSC spokesman James Hewitt said. xyxy=(231,364,453,398)
article-paragraph: on the success of Operation Bunyan-un-Marsoos, a coordinated response by Pakistan's military forces to hostilities by India. xyxy=(456,575,678,592)
article-paragraph: Reports in Israeli and Arab media that Hamas leader Mohammed Sinwar may have been killed could potentially complicate the Doha talks, which began on Saturday. xyxy=(456,1208,678,1234)
article-paragraph: Responding to a question, Dr Shaheer said that no cases of communicable diseases have been reported so far, adding that PHMM shares daily updates with Saudi health authorities in this regard. xyxy=(681,344,939,369)
article-paragraph: "I have witnessed conflicts from very close quarters - from the 1965 war to today - but I have never seen such an emotionally charged and spiritually driven leadership," he said. "It was your leadership that instilled strength in our soldiers. I am a direct witness to your resolve and bravery." xyxy=(456,734,678,768)
article-paragraph: Usman Tariq took 3 wickets for Quetta Gladiators. xyxy=(686,697,831,706)
article-paragraph: Kamal reaffirmed the government's determination to eradicate polio under the leadership of PM Shahbaz. xyxy=(6,1184,228,1201)
continuation-label: Continued from page 1 xyxy=(281,817,395,829)
article-paragraph: Unfortunately, Pakistan remains among the countries still battling polio and continues to take measures to eradicate the disease. So far this year, the country has reported eight cases, despite ongoing nationwide vaccination campaigns. xyxy=(231,50,453,84)
article-paragraph: Last year, Pakistan reported 74 confirmed polio cases - 27 from Balochistan, 22 from Khyber Pakhtunkhwa (K-P), 23 from Sindh, and one each from Punjab and Islamabad. xyxy=(231,83,453,109)
article-paragraph: He concluded the statement by saying: "Enough. We demand rapid, safe, and unimpeded aid delivery for civilians in need. Let us work." - APP xyxy=(681,255,939,272)
article-paragraph: He succeeded Francis, an Argentine, who died on April 21 after leading the Church for 12 often turbulent years during which he battled with traditionalists and challenged the poor and marginalised. xyxy=(231,561,453,586)
article-paragraph: Approximately 50,500 Pakistani pilgrims will benefit from Saudi Arabia's Makkah Route Initiative, which streamlines immigration procedures by allowing travellers to complete their clearance at home airports before departing. xyxy=(456,1011,678,1045)
article-paragraph: Col. Shaheer, a seasoned healthcare administrator with extensive experience in command, staff, and training roles, emphasized that the team is well-resourced. All medicines were brought from Pakistan after undergoing quality testing. Those, along with modern medical equipment, ensure high-quality care for the pilgrims.- APP xyxy=(681,569,939,603)
article xyxy=(6,993,228,1162)
article-paragraph: Ali Raza, Ahmed Daniyal and Daniel Sams took two wickets each for Peshawar Zalmi. xyxy=(686,930,936,939)
article-paragraph: Babar Azam has represented Islamabad United, Karachi Kings and Peshawar Zalmi in the PSL so far. xyxy=(681,1047,939,1064)
continuation-number: No #9 xyxy=(235,114,259,125)
article-paragraph: The minister said that the Sindh government will extend all possible support, including regulatory facilitation, infrastructure development, and training of local manpower. A key feature of the Super Mini Truck, he noted, is its ability to be easily converted into a Super Mini Car. xyxy=(456,179,678,213)
article-paragraph: Chief of Air Staff Zaheer Babar was welcomed by PCB Chairman Mohsin Naqvi upon his arrival at the Rawalpindi Cricket Stadium. xyxy=(681,1155,939,1173)
article-paragraph: "Hamas is still proposing releasing all Israeli hostages in return for an end to the war, the pull-out of Israeli troops, and an end to a blockade on aid for Gaza, and the release of Palestinian prisoners," he said. xyxy=(456,1150,678,1176)
continuation-header xyxy=(6,880,228,896)
page-number: 7 xyxy=(908,0,931,41)
article-paragraph: It should be remembered that Al-Haaj Bandoo Khan Restaurant has previously won several national and international awards. This is the third time that it has been declared "Best Restaurant" at Global Village Dubai. xyxy=(6,965,228,990)
continuation-label: Continued from page 3 xyxy=(56,54,170,66)
article-paragraph: aggression and highlighted the Indian history of violence against minorities, including Muslims, Sikhs, and Christians. xyxy=(6,1012,228,1029)
article-paragraph: It will also issue notification of the semi-annual gas tariff adjustment to maintain energy tariffs at cost recovery levels by February 15, 2026, according to the report. xyxy=(231,1197,453,1223)
continuation-label: Continued from page 2 xyxy=(56,882,170,894)
article-paragraph: has made major strides in space exploration. In 2014, ISRO became the first Asian agency to place a spacecraft in orbit around Mars. Last year, it became the fourth nation to land a spacecraft on the Moon, joining the ranks of Russia, the US and China. xyxy=(681,624,939,650)
article-paragraph: Both nations have already accused each other of ceasefire violations since the truce began. Chaudhry emphasised Pakistan's measured response: "If any violation occurs, our response is always there ... but it is only directed at those posts and those positions from where the violations of the ceasefire happen. We never target the civilians. We never target any civil infrastructure." xyxy=(456,423,678,462)
article-paragraph: The 33-day operation will see over 89,000 pilgrims travel under the government's Hajj scheme, with a total of 342 flights scheduled. The final flight is expected to depart on May 31. xyxy=(456,961,678,987)
article-paragraph: He further informed that India lost six aircraft and a sophisticated Russian-made S-400 air defence system during the four-day conflict. Among the downed jets were several French Rafale fighters. Earlier reports had suggested five aircraft losses, but Prime Minister Shehbaz Sharif confirmed earlier this week that the actual number was six. xyxy=(456,461,678,500)
continuation-number: No #5 xyxy=(10,785,34,796)
article-paragraph: He praised their services along with those of all regional heads of the PPDCA and assured full support to the association at all levels. xyxy=(6,834,228,852)
article-paragraph: Hamas neither confirmed nor denied the reports. Israel's Defence Ministry had no immediate comment. xyxy=(456,1233,678,1251)
article xyxy=(231,815,453,901)
article-paragraph: their jobs. xyxy=(686,172,715,181)
article-paragraph: Asif also praised Prime Minister Shehbaz Sharif for standing shoulder-to-shoulder with the armed forces at every moment of the crisis. xyxy=(456,767,678,784)
article-paragraph: But the Trump administration wanted to deliver the message to Netanyahu that America has its own interests in the Middle East and it does not like him standing in its way, the sources added. xyxy=(231,280,453,306)
article xyxy=(456,1048,678,1359)
article xyxy=(681,153,939,272)
continuation-header xyxy=(231,111,453,127)
continuation-number: No #11 xyxy=(235,817,263,828)
